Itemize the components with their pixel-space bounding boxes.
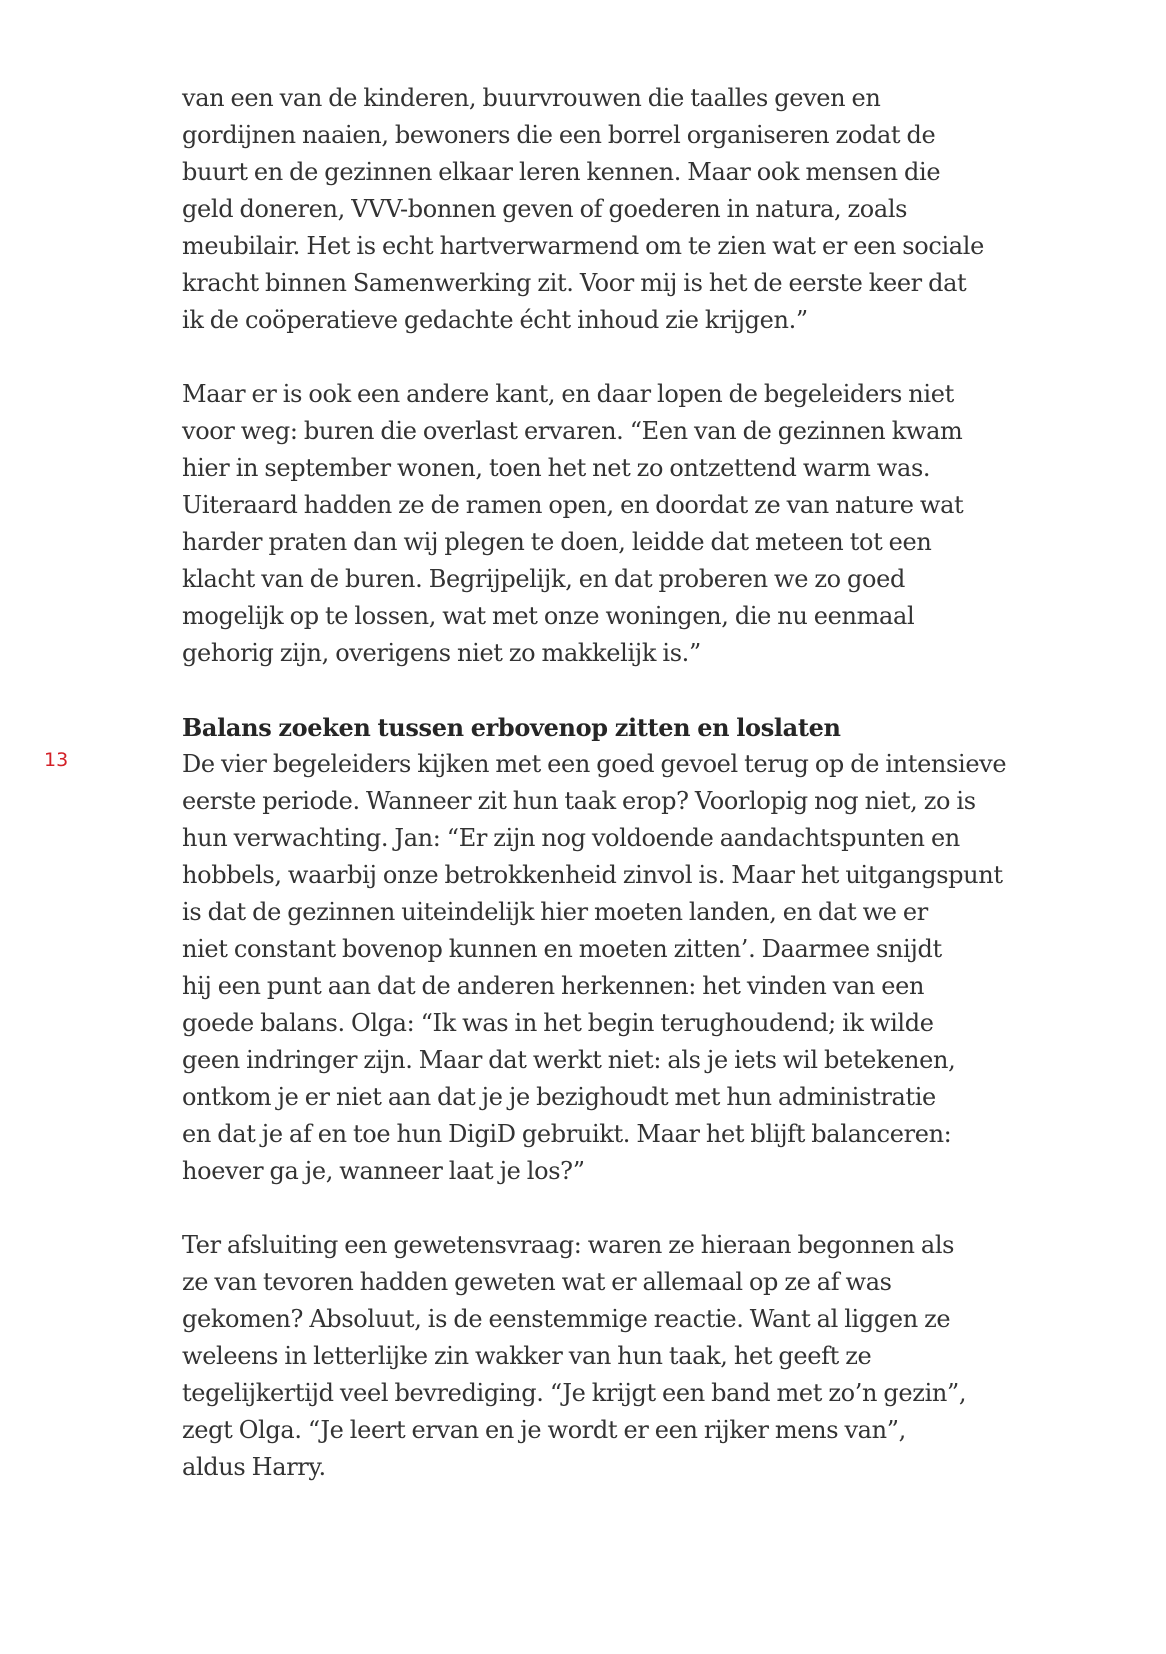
text-line: gehorig zijn, overigens niet zo makkelijk is.” xyxy=(182,639,701,667)
text-line: tegelijkertijd veel bevrediging. “Je krijgt een band met zo’n gezin”, xyxy=(182,1379,967,1407)
text-line: geld doneren, VVV-bonnen geven of goederen in natura, zoals xyxy=(182,195,908,223)
text-line: buurt en de gezinnen elkaar leren kennen. Maar ook mensen die xyxy=(182,158,941,186)
text-line: aldus Harry. xyxy=(182,1453,326,1481)
article-body xyxy=(182,80,1052,1486)
text-line: De vier begeleiders kijken met een goed gevoel terug op de intensieve xyxy=(182,750,1007,778)
text-line: harder praten dan wij plegen te doen, leidde dat meteen tot een xyxy=(182,528,932,556)
text-line: en dat je af en toe hun DigiD gebruikt. Maar het blijft balanceren: xyxy=(182,1120,952,1148)
text-line: Ter afsluiting een gewetensvraag: waren ze hieraan begonnen als xyxy=(182,1231,955,1259)
text-line: zegt Olga. “Je leert ervan en je wordt er een rijker mens van”, xyxy=(182,1416,906,1444)
text-line: van een van de kinderen, buurvrouwen die taalles geven en xyxy=(182,84,881,112)
text-line: gordijnen naaien, bewoners die een borrel organiseren zodat de xyxy=(182,121,936,149)
paragraph-2 xyxy=(182,376,1052,672)
text-line: niet constant bovenop kunnen en moeten zitten’. Daarmee snijdt xyxy=(182,935,942,963)
paragraph-1 xyxy=(182,80,1052,339)
text-line: hun verwachting. Jan: “Er zijn nog voldoende aandachtspunten en xyxy=(182,824,960,852)
text-line: hoever ga je, wanneer laat je los?” xyxy=(182,1157,585,1185)
text-line: weleens in letterlijke zin wakker van hun taak, het geeft ze xyxy=(182,1342,872,1370)
text-line: eerste periode. Wanneer zit hun taak erop? Voorlopig nog niet, zo is xyxy=(182,787,976,815)
text-line: ontkom je er niet aan dat je je bezighoudt met hun administratie xyxy=(182,1083,936,1111)
text-line: hobbels, waarbij onze betrokkenheid zinvol is. Maar het uitgangspunt xyxy=(182,861,1003,889)
text-line: Maar er is ook een andere kant, en daar lopen de begeleiders niet xyxy=(182,380,954,408)
text-line: klacht van de buren. Begrijpelijk, en dat proberen we zo goed xyxy=(182,565,905,593)
page-number: 13 xyxy=(44,749,69,771)
text-line: goede balans. Olga: “Ik was in het begin terughoudend; ik wilde xyxy=(182,1009,934,1037)
text-line: mogelijk op te lossen, wat met onze woningen, die nu eenmaal xyxy=(182,602,915,630)
text-line: ze van tevoren hadden geweten wat er allemaal op ze af was xyxy=(182,1268,892,1296)
text-line: geen indringer zijn. Maar dat werkt niet: als je iets wil betekenen, xyxy=(182,1046,956,1074)
text-line: is dat de gezinnen uiteindelijk hier moeten landen, en dat we er xyxy=(182,898,928,926)
paragraph-3 xyxy=(182,709,1052,1190)
text-line: kracht binnen Samenwerking zit. Voor mij is het de eerste keer dat xyxy=(182,269,967,297)
paragraph-4 xyxy=(182,1227,1052,1486)
text-line: gekomen? Absoluut, is de eenstemmige reactie. Want al liggen ze xyxy=(182,1305,951,1333)
text-line: ik de coöperatieve gedachte écht inhoud zie krijgen.” xyxy=(182,306,808,334)
text-line: hier in september wonen, toen het net zo ontzettend warm was. xyxy=(182,454,931,482)
text-line: meubilair. Het is echt hartverwarmend om te zien wat er een sociale xyxy=(182,232,984,260)
text-line: voor weg: buren die overlast ervaren. “Een van de gezinnen kwam xyxy=(182,417,963,445)
text-line: hij een punt aan dat de anderen herkennen: het vinden van een xyxy=(182,972,925,1000)
section-heading: Balans zoeken tussen erbovenop zitten en loslaten xyxy=(182,713,841,742)
text-line: Uiteraard hadden ze de ramen open, en doordat ze van nature wat xyxy=(182,491,964,519)
